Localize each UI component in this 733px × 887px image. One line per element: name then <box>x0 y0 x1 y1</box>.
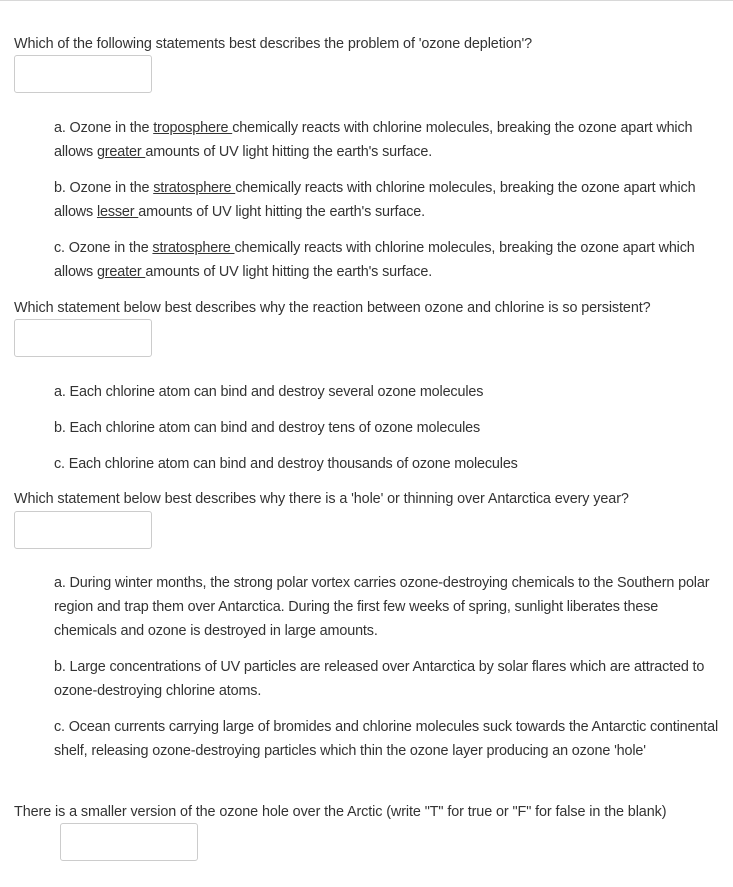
question-3-option-c: c. Ocean currents carrying large of bromides and chlorine molecules suck towards the Antarctic continental shelf, releasing ozone-destroying particles which thin the ozone layer producing an ozone 'hole' <box>54 719 718 759</box>
question-4-text: There is a smaller version of the ozone hole over the Arctic (write "T" for true or "F" for false in the blank) <box>14 804 667 820</box>
question-1-option-c <box>54 236 724 284</box>
option-text: chemically reacts with chlorine molecules, breaking the ozone apart which allows <box>54 120 693 160</box>
question-2-option-c: c. Each chlorine atom can bind and destroy thousands of ozone molecules <box>54 456 518 472</box>
underlined-term: lesser <box>96 204 139 220</box>
question-3-answer-input[interactable] <box>14 511 152 549</box>
question-1-option-a <box>54 116 724 164</box>
question-3-option-b: b. Large concentrations of UV particles are released over Antarctica by solar flares which are attracted to ozone-destroying chlorine atoms. <box>54 659 705 699</box>
option-text: a. Ozone in the <box>54 120 154 136</box>
option-text: amounts of UV light hitting the earth's surface. <box>145 264 433 280</box>
underlined-term: greater <box>96 144 146 160</box>
question-2-option-a: a. Each chlorine atom can bind and destroy several ozone molecules <box>54 384 484 400</box>
question-4-answer-input[interactable] <box>60 823 198 861</box>
option-text: chemically reacts with chlorine molecules, breaking the ozone apart which allows <box>54 240 695 280</box>
option-text: b. Ozone in the <box>54 180 154 196</box>
option-text: c. Ozone in the <box>54 240 153 256</box>
question-1-answer-input[interactable] <box>14 55 152 93</box>
option-text: amounts of UV light hitting the earth's surface. <box>138 204 425 220</box>
option-text: amounts of UV light hitting the earth's surface. <box>145 144 433 160</box>
underlined-term: greater <box>96 264 146 280</box>
question-1-option-b <box>54 176 724 224</box>
option-text: chemically reacts with chlorine molecules, breaking the ozone apart which allows <box>54 180 696 220</box>
underlined-term: stratosphere <box>152 240 235 256</box>
question-1-text: Which of the following statements best describes the problem of 'ozone depletion'? <box>14 36 533 52</box>
top-divider <box>0 0 733 1</box>
question-3-option-a: a. During winter months, the strong polar vortex carries ozone-destroying chemicals to the Southern polar region and trap them over Antarctica. During the first few weeks of spring, sunlight liberates these chemicals and ozone is destroyed in large amounts. <box>54 575 710 639</box>
underlined-term: stratosphere <box>153 180 236 196</box>
underlined-term: troposphere <box>153 120 233 136</box>
question-2-option-b: b. Each chlorine atom can bind and destroy tens of ozone molecules <box>54 420 481 436</box>
question-2-answer-input[interactable] <box>14 319 152 357</box>
question-3-text: Which statement below best describes why there is a 'hole' or thinning over Antarctica every year? <box>14 491 629 507</box>
question-2-text: Which statement below best describes why the reaction between ozone and chlorine is so persistent? <box>14 300 651 316</box>
